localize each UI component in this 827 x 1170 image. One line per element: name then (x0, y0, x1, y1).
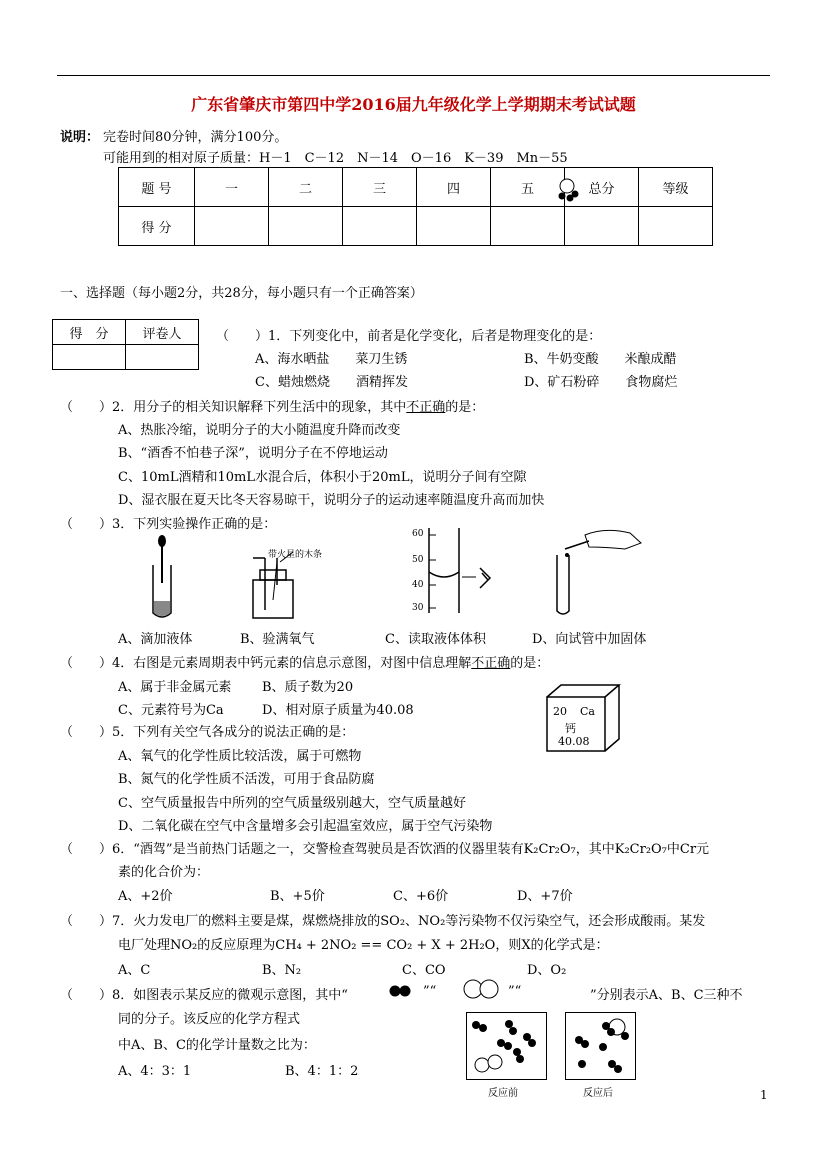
q1-option-d: D、矿石粉碎 食物腐烂 (524, 375, 678, 390)
q4-stem (60, 652, 549, 671)
q3-stem: （ ）3．下列实验操作正确的是： (60, 517, 277, 532)
q3-option-d: D、向试管中加固体 (532, 632, 647, 647)
q6-option-b: B、+5价 (270, 889, 325, 904)
reaction-after-box (565, 1012, 637, 1080)
element-number: 20 (553, 705, 567, 718)
grader-name-cell[interactable] (126, 345, 199, 370)
top-rule (57, 75, 770, 76)
reaction-after-label: 反应后 (583, 1088, 613, 1099)
q6-stem: （ ）6．“酒驾”是当前热门话题之一，交警检查驾驶员是否饮酒的仪器里装有K₂Cr₂O₇，其中K₂Cr₂O₇中Cr元 (60, 842, 710, 857)
score-cell[interactable] (343, 207, 417, 246)
q5-stem: （ ）5．下列有关空气各成分的说法正确的是： (60, 725, 355, 740)
q7-option-a: A、C (118, 963, 151, 978)
q2-stem (60, 396, 484, 415)
cylinder-tick-40: 40 (412, 580, 424, 590)
q7-option-b: B、N₂ (262, 963, 302, 978)
cylinder-tick-30: 30 (412, 603, 424, 613)
score-row-label: 得 分 (119, 207, 195, 246)
q8-stem-sep-2: ”“ (508, 984, 522, 999)
score-cell[interactable] (269, 207, 343, 246)
page-number: 1 (760, 1088, 768, 1102)
graduated-cylinder-figure (424, 528, 504, 618)
score-header-cell: 等级 (639, 168, 713, 207)
q2-stem-underlined: 不正确 (406, 400, 446, 415)
q4-stem-text: （ ）4．右图是元素周期表中钙元素的信息示意图，对图中信息理解 (60, 656, 472, 671)
q6-option-d: D、+7价 (517, 889, 573, 904)
q4-option-a: A、属于非金属元素 (118, 680, 232, 695)
q2-stem-text: （ ）2．用分子的相关知识解释下列生活中的现象，其中 (60, 400, 407, 415)
q1-option-c: C、蜡烛燃烧 酒精挥发 (255, 375, 408, 390)
grader-score-cell[interactable] (53, 345, 126, 370)
q6-stem-2: 素的化合价为： (118, 865, 210, 880)
q5-option-d: D、二氧化碳在空气中含量增多会引起温室效应，属于空气污染物 (118, 819, 493, 834)
q4-option-b: B、质子数为20 (262, 680, 354, 695)
q4-stem-underlined: 不正确 (471, 656, 511, 671)
q2-option-c: C、10mL酒精和10mL水混合后，体积小于20mL，说明分子间有空隙 (118, 470, 527, 485)
q8-stem-sep-1: ”“ (423, 984, 437, 999)
q8-stem-3: 中A、B、C的化学计量数之比为： (118, 1038, 316, 1053)
q3-option-b: B、验满氧气 (240, 632, 315, 647)
molecule-icon (556, 176, 586, 206)
q4-option-d: D、相对原子质量为40.08 (262, 703, 414, 718)
q8-option-a: A、4：3：1 (118, 1064, 192, 1079)
score-cell[interactable] (417, 207, 491, 246)
element-symbol: Ca (580, 705, 595, 718)
molecule-b-icon (462, 978, 502, 1000)
q3-option-a: A、滴加液体 (118, 632, 193, 647)
reaction-before-label: 反应前 (488, 1088, 518, 1099)
q2-stem-end: 的是： (445, 400, 485, 415)
page-title: 广东省肇庆市第四中学2016届九年级化学上学期期末考试试题 (191, 95, 636, 114)
q5-option-a: A、氧气的化学性质比较活泼，属于可燃物 (118, 749, 362, 764)
q1-option-a: A、海水晒盐 菜刀生锈 (255, 352, 408, 367)
q2-option-b: B、“酒香不怕巷子深”，说明分子在不停地运动 (118, 446, 388, 461)
score-header-cell: 题 号 (119, 168, 195, 207)
q8-stem-start: （ ）8．如图表示某反应的微观示意图，其中“ (60, 988, 348, 1003)
element-mass: 40.08 (558, 735, 590, 748)
q2-option-a: A、热胀冷缩，说明分子的大小随温度升降而改变 (118, 423, 401, 438)
score-header-cell: 二 (269, 168, 343, 207)
q3-option-c: C、读取液体体积 (385, 632, 486, 647)
cylinder-tick-50: 50 (412, 555, 424, 565)
molecule-a-icon (389, 984, 413, 998)
grader-name-label: 评卷人 (126, 320, 199, 345)
q6-option-a: A、+2价 (118, 889, 173, 904)
score-header-cell: 四 (417, 168, 491, 207)
gas-bottle-figure (245, 540, 315, 620)
q5-option-b: B、氮气的化学性质不活泼，可用于食品防腐 (118, 772, 375, 787)
q5-option-c: C、空气质量报告中所列的空气质量级别越大，空气质量越好 (118, 796, 466, 811)
score-cell[interactable] (195, 207, 269, 246)
score-table (118, 167, 713, 246)
score-header-cell: 三 (343, 168, 417, 207)
score-header-cell: 一 (195, 168, 269, 207)
dropper-test-tube-figure (145, 535, 185, 625)
q7-option-d: D、O₂ (527, 963, 567, 978)
section-1-heading: 一、选择题（每小题2分，共28分，每小题只有一个正确答案） (60, 286, 423, 301)
note-line-2: 可能用到的相对原子质量：H－1 C－12 N－14 O－16 K－39 Mn－55 (103, 151, 568, 166)
score-header-cell: 五 (491, 168, 565, 207)
note-line-1: 完卷时间80分钟，满分100分。 (103, 130, 288, 145)
cylinder-tick-60: 60 (412, 529, 424, 539)
q8-stem-end: ”分别表示A、B、C三种不 (590, 988, 743, 1003)
grader-table (52, 319, 199, 370)
q3-fig-label: 带火星的木条 (268, 550, 323, 560)
reaction-before-box (466, 1012, 548, 1080)
score-header-cell: 总分 (565, 168, 639, 207)
element-name: 钙 (565, 722, 576, 735)
score-cell[interactable] (639, 207, 713, 246)
q8-stem-2: 同的分子。该反应的化学方程式 (118, 1012, 301, 1027)
q8-option-b: B、4：1：2 (285, 1064, 359, 1079)
q1-option-b: B、牛奶变酸 米酿成醋 (524, 352, 677, 367)
q7-stem-2: 电厂处理NO₂的反应原理为CH₄ + 2NO₂ == CO₂ + X + 2H₂O，则X的化学式是： (118, 938, 609, 953)
score-cell[interactable] (491, 207, 565, 246)
q2-option-d: D、湿衣服在夏天比冬天容易晾干，说明分子的运动速率随温度升高而加快 (118, 493, 545, 508)
q7-option-c: C、CO (402, 963, 446, 978)
score-cell[interactable] (565, 207, 639, 246)
hand-test-tube-figure (545, 525, 645, 620)
grader-score-label: 得 分 (53, 320, 126, 345)
q6-option-c: C、+6价 (393, 889, 449, 904)
q7-stem: （ ）7．火力发电厂的燃料主要是煤，煤燃烧排放的SO₂、NO₂等污染物不仅污染空气，还会形成酸雨。某发 (60, 914, 706, 929)
note-label: 说明： (60, 130, 100, 145)
q4-option-c: C、元素符号为Ca (118, 703, 224, 718)
q1-stem: （ ）1．下列变化中，前者是化学变化，后者是物理变化的是： (216, 329, 602, 344)
q4-stem-end: 的是： (510, 656, 550, 671)
